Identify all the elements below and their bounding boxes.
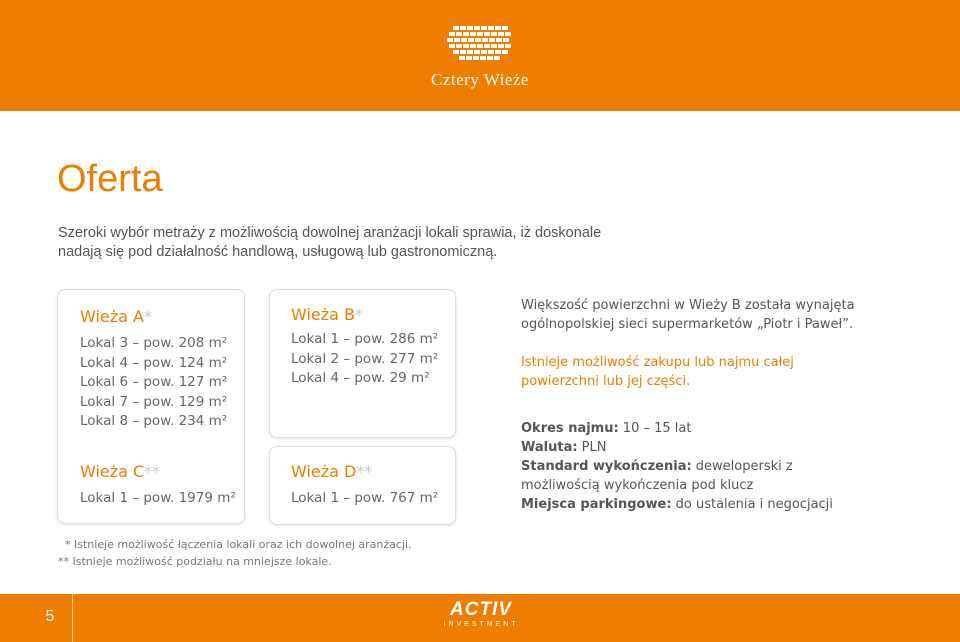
- parking-value: do ustalenia i negocjacji: [671, 497, 833, 512]
- rent-period-label: Okres najmu:: [521, 421, 619, 436]
- tower-d-units: [291, 489, 438, 509]
- tower-a-name: Wieża A: [80, 307, 144, 326]
- info-para-1: [521, 296, 941, 334]
- currency-label: Waluta:: [521, 440, 578, 455]
- footer-band: [0, 594, 960, 642]
- tower-a-units: [80, 334, 227, 432]
- tower-a-title: [80, 307, 152, 326]
- tower-b-name: Wieża B: [291, 305, 356, 324]
- tower-c-name: Wieża C: [80, 462, 145, 481]
- tower-b-title: [291, 305, 363, 324]
- intro-text: [58, 224, 638, 262]
- intro-line-1: Szeroki wybór metraży z możliwością dowolnej aranżacji lokali sprawia, iż doskonale: [58, 225, 602, 241]
- rent-period-row: [521, 419, 941, 438]
- tower-c-title: [80, 462, 160, 481]
- offer-details: [521, 296, 941, 514]
- page-title: Oferta: [57, 158, 163, 200]
- currency-value: PLN: [577, 440, 607, 455]
- unit-line: Lokal 2 – pow. 277 m²: [291, 350, 439, 367]
- unit-line: Lokal 1 – pow. 286 m²: [291, 331, 439, 347]
- activ-investment-logo: [439, 600, 523, 629]
- unit-line: Lokal 6 – pow. 127 m²: [80, 374, 228, 390]
- standard-label: Standard wykończenia:: [521, 459, 692, 474]
- info-para-1-line-1: Większość powierzchni w Wieży B została wynajęta: [521, 298, 855, 313]
- tower-c-units: [80, 489, 236, 509]
- tower-b-stars: *: [355, 305, 364, 324]
- currency-row: [521, 438, 941, 457]
- activ-logo-text: ACTIV: [450, 599, 512, 620]
- info-para-2-line-1: Istnieje możliwość zakupu lub najmu całej: [521, 355, 794, 370]
- unit-line: Lokal 7 – pow. 129 m²: [80, 393, 228, 410]
- info-para-2-line-2: powierzchni lub jej części.: [521, 374, 691, 389]
- unit-line: Lokal 8 – pow. 234 m²: [80, 413, 228, 429]
- unit-line: Lokal 1 – pow. 767 m²: [291, 490, 439, 506]
- unit-line: Lokal 4 – pow. 124 m²: [80, 354, 228, 371]
- logo-wordmark: Cztery Wieże: [431, 70, 529, 89]
- footnote-1: * Istnieje możliwość łączenia lokali oraz ich dowolnej aranżacji.: [65, 538, 412, 551]
- unit-line: Lokal 4 – pow. 29 m²: [291, 370, 430, 386]
- standard-row: [521, 457, 941, 476]
- info-para-1-line-2: ogólnopolskiej sieci supermarketów „Piotr i Paweł”.: [521, 317, 854, 332]
- unit-line: Lokal 1 – pow. 1979 m²: [80, 490, 236, 506]
- tower-a-stars: *: [144, 307, 152, 326]
- parking-row: [521, 495, 941, 514]
- tower-d-title: [291, 462, 372, 481]
- cztery-wieze-logo: [415, 20, 545, 96]
- info-para-2: [521, 353, 941, 391]
- towers-logo-icon: [415, 20, 545, 70]
- header-band: [0, 0, 960, 111]
- footer-divider: [72, 594, 73, 642]
- tower-d-stars: **: [356, 462, 373, 481]
- standard-value: deweloperski z: [691, 459, 793, 474]
- standard-row-continued: możliwością wykończenia pod klucz: [521, 478, 754, 493]
- tower-c-stars: **: [144, 462, 161, 481]
- card-tower-d: [269, 446, 456, 525]
- footnote-2: ** Istnieje możliwość podziału na mniejsze lokale.: [58, 555, 332, 568]
- unit-line: Lokal 3 – pow. 208 m²: [80, 335, 228, 351]
- tower-d-name: Wieża D: [291, 462, 357, 481]
- footnotes: [58, 536, 412, 570]
- tower-b-units: [291, 330, 438, 389]
- rent-period-value: 10 – 15 lat: [618, 421, 692, 436]
- activ-logo-subtext: INVESTMENT: [443, 621, 519, 628]
- intro-line-2: nadają się pod działalność handlową, usługową lub gastronomiczną.: [58, 244, 498, 260]
- terms-list: [521, 419, 941, 514]
- parking-label: Miejsca parkingowe:: [521, 497, 672, 512]
- page-number: 5: [45, 608, 55, 625]
